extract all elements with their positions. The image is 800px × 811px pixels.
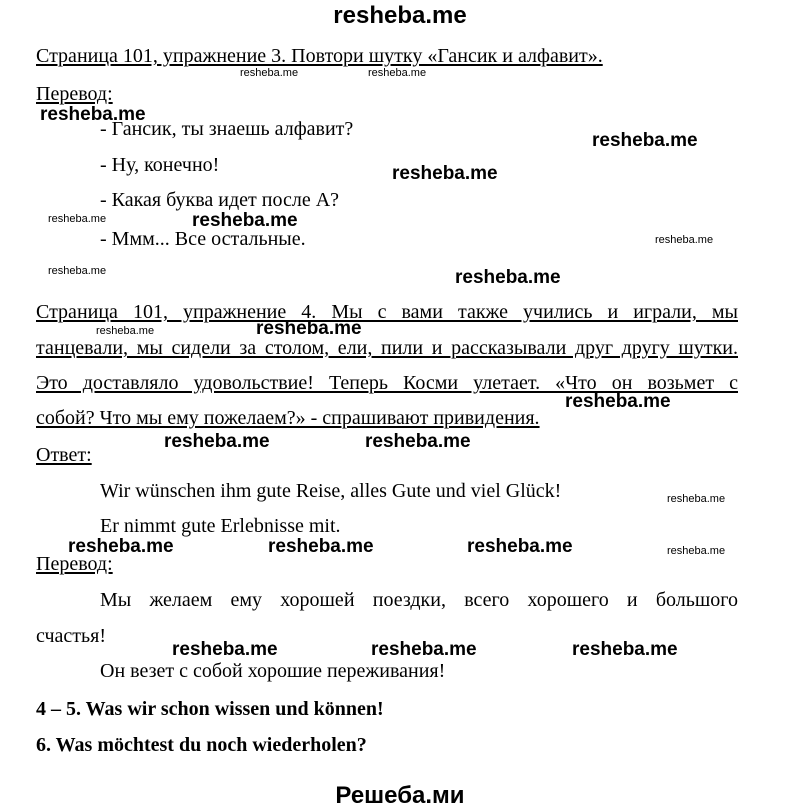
section-heading: 6. Was möchtest du noch wiederholen? <box>36 734 367 756</box>
watermark: resheba.me <box>256 318 362 339</box>
exercise3-line: - Гансик, ты знаешь алфавит? <box>100 118 354 140</box>
exercise3-line: - Ммм... Все остальные. <box>100 228 306 250</box>
watermark: resheba.me <box>164 431 270 452</box>
exercise4-heading-line: Страница 101, упражнение 4. Мы с вами также учились и играли, мы <box>36 301 738 323</box>
watermark: resheba.me <box>667 493 726 505</box>
watermark: resheba.me <box>40 104 146 125</box>
exercise4-translation-label: Перевод: <box>36 553 113 575</box>
watermark: resheba.me <box>68 536 174 557</box>
watermark: resheba.me <box>371 639 477 660</box>
site-header: resheba.me <box>333 2 467 29</box>
watermark: resheba.me <box>592 130 698 151</box>
watermark: resheba.me <box>565 391 671 412</box>
exercise4-heading-line: собой? Что мы ему пожелаем?» - спрашивают привидения. <box>36 407 540 429</box>
watermark: resheba.me <box>192 210 298 231</box>
exercise3-translation-label: Перевод: <box>36 83 113 105</box>
watermark: resheba.me <box>96 325 155 337</box>
watermark: resheba.me <box>655 234 714 246</box>
watermark: resheba.me <box>572 639 678 660</box>
exercise4-heading-line: танцевали, мы сидели за столом, ели, пили и рассказывали друг другу шутки. <box>36 337 738 359</box>
site-footer: Решеба.ми <box>335 782 465 809</box>
exercise3-line: - Какая буква идет после А? <box>100 189 340 211</box>
watermark: resheba.me <box>467 536 573 557</box>
watermark: resheba.me <box>365 431 471 452</box>
exercise3-heading: Страница 101, упражнение 3. Повтори шутку «Гансик и алфавит». <box>36 45 603 67</box>
exercise3-line: - Ну, конечно! <box>100 154 220 176</box>
answer-label: Ответ: <box>36 444 92 466</box>
translation-line: Мы желаем ему хорошей поездки, всего хорошего и большого <box>100 589 738 611</box>
watermark: resheba.me <box>392 163 498 184</box>
translation-line: Он везет с собой хорошие переживания! <box>100 660 446 682</box>
section-heading: 4 – 5. Was wir schon wissen und können! <box>36 698 384 720</box>
watermark: resheba.me <box>368 67 427 79</box>
watermark: resheba.me <box>455 267 561 288</box>
watermark: resheba.me <box>268 536 374 557</box>
translation-line: счастья! <box>36 625 107 647</box>
watermark: resheba.me <box>48 265 107 277</box>
watermark: resheba.me <box>48 213 107 225</box>
watermark: resheba.me <box>172 639 278 660</box>
answer-line: Er nimmt gute Erlebnisse mit. <box>100 515 341 537</box>
watermark: resheba.me <box>667 545 726 557</box>
answer-line: Wir wünschen ihm gute Reise, alles Gute und viel Glück! <box>100 480 562 502</box>
watermark: resheba.me <box>240 67 299 79</box>
exercise4-heading-line: Это доставляло удовольствие! Теперь Косми улетает. «Что он возьмет с <box>36 372 738 394</box>
